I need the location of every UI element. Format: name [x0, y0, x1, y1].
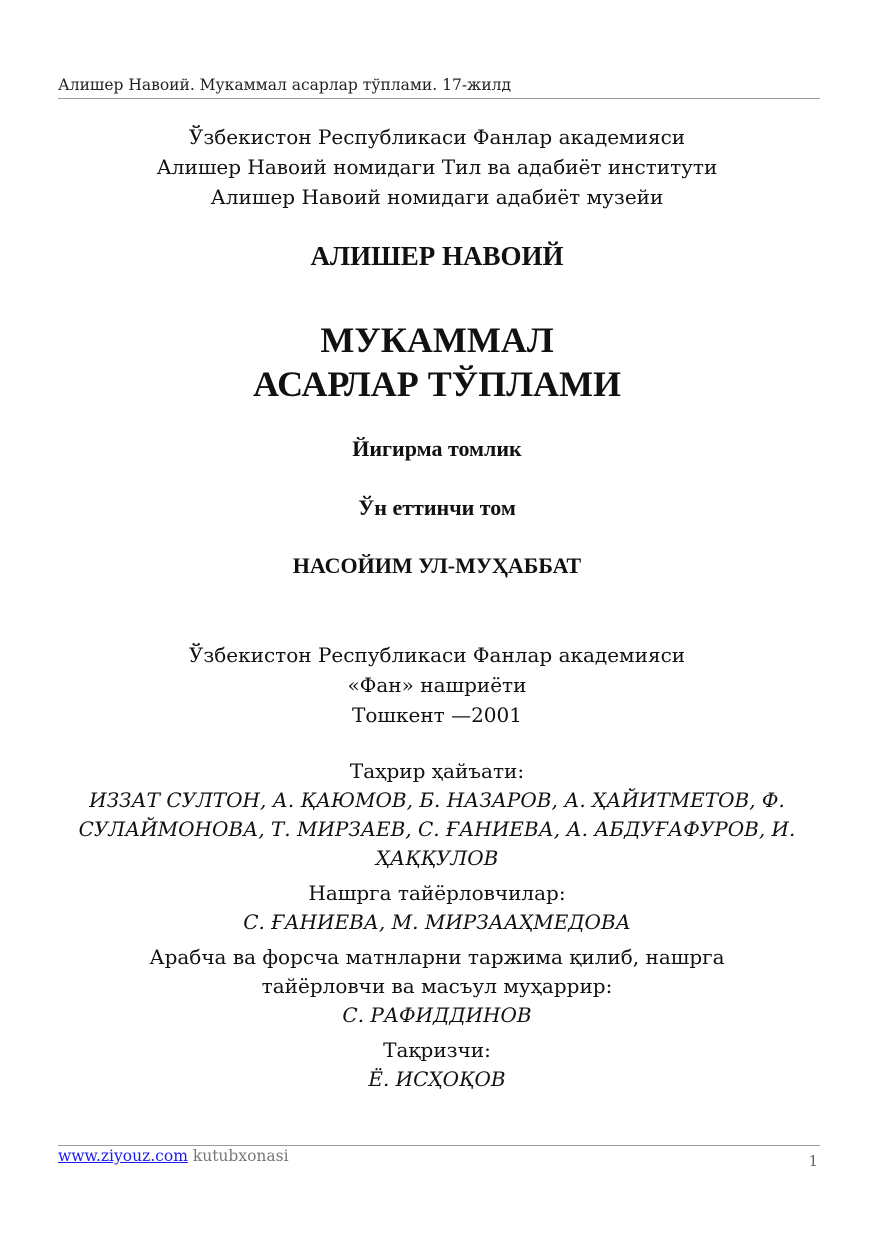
volumes-count: Йигирма томлик: [352, 436, 522, 461]
running-header: Алишер Навоий. Мукаммал асарлар тўплами. 17-жилд: [58, 76, 820, 99]
translator-label-line2: тайёрловчи ва масъул муҳаррир:: [261, 974, 613, 998]
reviewer: [0, 1036, 874, 1094]
publisher-city-year: Тошкент —2001: [352, 703, 522, 727]
credits-block: [0, 757, 874, 1100]
footer-divider: [58, 1145, 820, 1146]
editorial-board-line1: ИЗЗАТ СУЛТОН, А. ҚАЮМОВ, Б. НАЗАРОВ, А. ҲАЙИТМЕТОВ, Ф.: [89, 788, 785, 812]
institution-museum: Алишер Навоий номидаги адабиёт музейи: [210, 185, 664, 209]
editorial-board-line2: СУЛАЙМОНОВА, Т. МИРЗАЕВ, С. ҒАНИЕВА, А. АБДУҒАФУРОВ, И.: [78, 817, 796, 841]
footer-source: [58, 1147, 289, 1165]
preparers-label: Нашрга тайёрловчилар:: [308, 881, 566, 905]
preparers: [0, 879, 874, 937]
footer-library-label: kutubxonasi: [192, 1147, 289, 1165]
preparers-names: С. ҒАНИЕВА, М. МИРЗААҲМЕДОВА: [243, 910, 631, 934]
translator-label-line1: Арабча ва форсча матнларни таржима қилиб, нашрга: [149, 945, 725, 969]
footer-link[interactable]: www.ziyouz.com: [58, 1147, 188, 1165]
publisher-press: «Фан» нашриёти: [347, 673, 527, 697]
work-title: НАСОЙИМ УЛ-МУҲАББАТ: [292, 553, 582, 578]
reviewer-label: Тақризчи:: [383, 1038, 491, 1062]
translator: [0, 943, 874, 1030]
author-name: АЛИШЕР НАВОИЙ: [310, 241, 564, 271]
institution-academy: Ўзбекистон Республикаси Фанлар академияси: [188, 125, 686, 149]
editorial-board-line3: ҲАҚҚУЛОВ: [375, 846, 499, 870]
institution-language-institute: Алишер Навоий номидаги Тил ва адабиёт институти: [156, 155, 718, 179]
page-number: 1: [808, 1152, 818, 1170]
book-title-line2: АСАРЛАР ТЎПЛАМИ: [252, 364, 622, 404]
editorial-board: [0, 757, 874, 873]
reviewer-name: Ё. ИСҲОҚОВ: [368, 1067, 506, 1091]
book-title-line1: МУКАММАЛ: [320, 320, 554, 360]
editorial-board-label: Таҳрир ҳайъати:: [349, 759, 525, 783]
volume-number: Ўн еттинчи том: [358, 495, 516, 520]
book-title: [0, 318, 874, 406]
publisher-academy: Ўзбекистон Республикаси Фанлар академияси: [188, 643, 686, 667]
translator-name: С. РАФИДДИНОВ: [342, 1003, 532, 1027]
institutions-block: [0, 122, 874, 212]
publisher-block: [0, 640, 874, 730]
